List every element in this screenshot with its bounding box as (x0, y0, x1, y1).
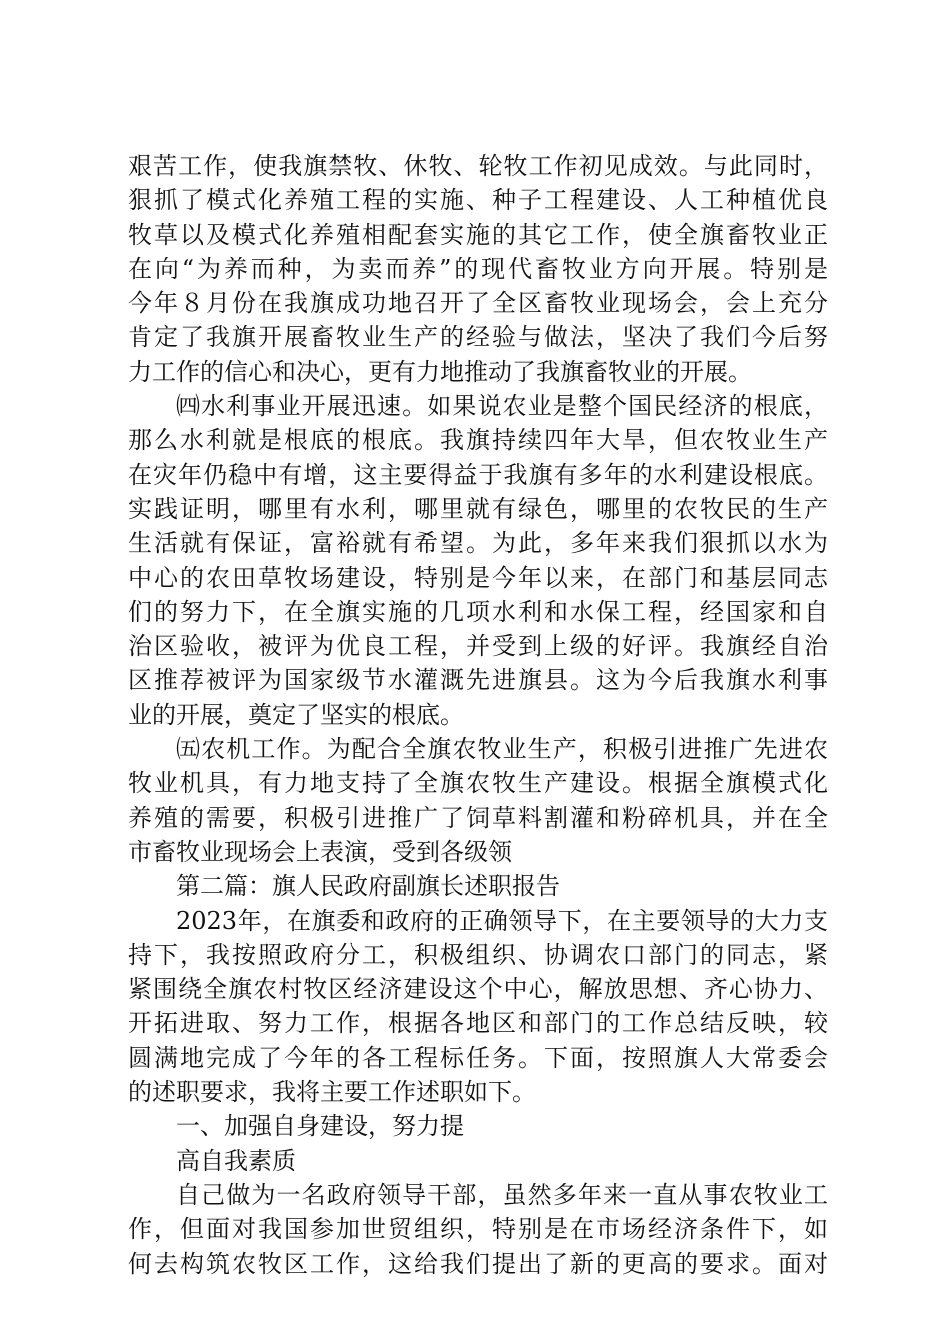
text-line: 今年８月份在我旗成功地召开了全区畜牧业现场会，会上充分 (128, 289, 828, 318)
text-line: 实践证明，哪里有水利，哪里就有绿色，哪里的农牧民的生产 (128, 494, 828, 523)
text-line: 的述职要求，我将主要工作述职如下。 (128, 1078, 536, 1107)
text-line: 高自我素质 (176, 1146, 296, 1175)
text-line: 牧草以及模式化养殖相配套实施的其它工作，使全旗畜牧业正 (128, 220, 828, 249)
text-line: 开拓进取、努力工作，根据各地区和部门的工作总结反映，较 (128, 1009, 828, 1038)
text-line: 区推荐被评为国家级节水灌溉先进旗县。这为今后我旗水利事 (128, 666, 828, 695)
text-line: 2023年，在旗委和政府的正确领导下，在主要领导的大力支 (176, 906, 828, 935)
text-line: 治区验收，被评为优良工程，并受到上级的好评。我旗经自治 (128, 632, 828, 661)
text-line: 们的努力下，在全旗实施的几项水利和水保工程，经国家和自 (128, 597, 828, 626)
text-line: 一、加强自身建设，努力提 (176, 1112, 464, 1141)
text-line: 市畜牧业现场会上表演，受到各级领 (128, 837, 512, 866)
text-line: 何去构筑农牧区工作，这给我们提出了新的更高的要求。面对 (128, 1249, 828, 1278)
text-line: 牧业机具，有力地支持了全旗农牧生产建设。根据全旗模式化 (128, 769, 828, 798)
text-line: 自己做为一名政府领导干部，虽然多年来一直从事农牧业工 (176, 1180, 828, 1209)
text-line: 持下，我按照政府分工，积极组织、协调农口部门的同志，紧 (128, 940, 828, 969)
text-line: 第二篇：旗人民政府副旗长述职报告 (176, 872, 560, 901)
text-line: 狠抓了模式化养殖工程的实施、种子工程建设、人工种植优良 (128, 186, 828, 215)
text-line: 业的开展，奠定了坚实的根底。 (128, 700, 464, 729)
text-line: 圆满地完成了今年的各工程标任务。下面，按照旗人大常委会 (128, 1043, 828, 1072)
text-line: 力工作的信心和决心，更有力地推动了我旗畜牧业的开展。 (128, 357, 752, 386)
text-line: 艰苦工作，使我旗禁牧、休牧、轮牧工作初见成效。与此同时， (128, 152, 828, 180)
text-line: 在灾年仍稳中有增，这主要得益于我旗有多年的水利建设根底。 (128, 460, 828, 489)
text-line: 肯定了我旗开展畜牧业生产的经验与做法，坚决了我们今后努 (128, 323, 828, 352)
text-line: 作，但面对我国参加世贸组织，特别是在市场经济条件下，如 (128, 1215, 828, 1244)
document-body (128, 149, 828, 1281)
text-line: 紧围绕全旗农村牧区经济建设这个中心，解放思想、齐心协力、 (128, 975, 828, 1004)
text-line: ㈣水利事业开展迅速。如果说农业是整个国民经济的根底， (176, 392, 828, 421)
text-line: 生活就有保证，富裕就有希望。为此，多年来我们狠抓以水为 (128, 529, 828, 558)
text-line: 中心的农田草牧场建设，特别是今年以来，在部门和基层同志 (128, 563, 828, 592)
text-line: 在向“为养而种，为卖而养”的现代畜牧业方向开展。特别是 (128, 254, 828, 283)
text-line: 那么水利就是根底的根底。我旗持续四年大旱，但农牧业生产 (128, 426, 828, 455)
text-line: 养殖的需要，积极引进推广了饲草料割灌和粉碎机具，并在全 (128, 803, 828, 832)
text-line: ㈤农机工作。为配合全旗农牧业生产，积极引进推广先进农 (176, 735, 828, 764)
